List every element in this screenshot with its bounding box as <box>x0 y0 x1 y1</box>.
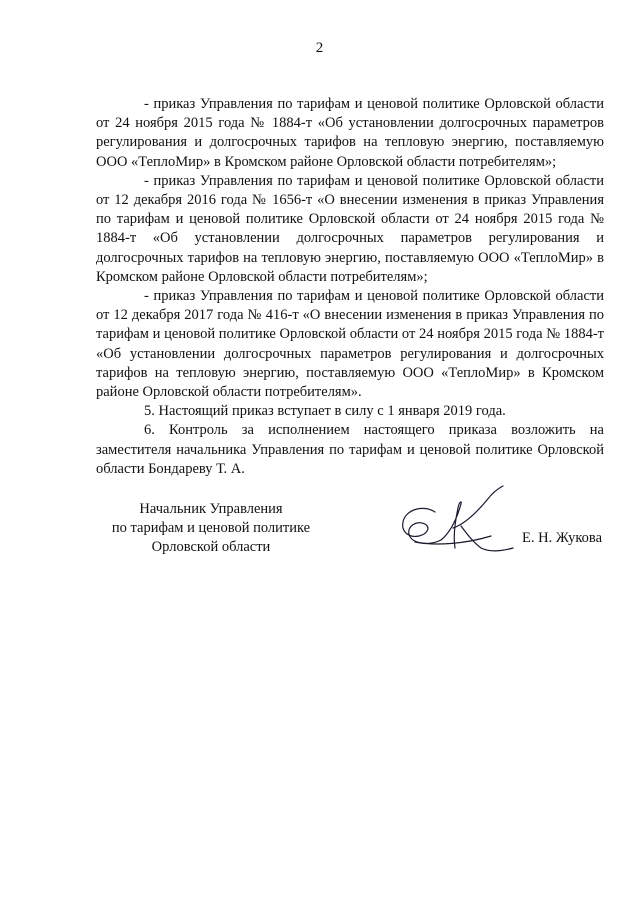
paragraph-order-1656: - приказ Управления по тарифам и ценовой политике Орловской области от 12 декабря 2016 года № 1656-т «О внесении изменения в приказ Управления по тарифам и ценовой политике Орловской области от 24 ноября 2015 года № 1884-т «Об установлении долгосрочных параметров регулирования и долгосрочных тарифов на тепловую энергию, поставляемую ООО «ТеплоМир» в Кромском районе Орловской области потребителям»; <box>96 172 604 285</box>
signatory-title-line: Орловской области <box>151 539 271 555</box>
handwritten-signature <box>395 482 525 562</box>
document-body <box>96 95 604 479</box>
signatory-title <box>106 500 316 557</box>
paragraph-item-5: 5. Настоящий приказ вступает в силу с 1 января 2019 года. <box>144 403 506 420</box>
signer-name: Е. Н. Жукова <box>522 530 603 546</box>
paragraph-order-416: - приказ Управления по тарифам и ценовой политике Орловской области от 12 декабря 2017 года № 416-т «О внесении изменения в приказ Управления по тарифам и ценовой политике Орловской области от 24 ноября 2015 года № 1884-т «Об установлении долгосрочных параметров регулирования и долгосрочных тарифов на тепловую энергию, поставляемую ООО «ТеплоМир» в Кромском районе Орловской области потребителям». <box>96 288 604 401</box>
signatory-title-line: Начальник Управления <box>139 501 283 517</box>
paragraph-order-1884: - приказ Управления по тарифам и ценовой политике Орловской области от 24 ноября 2015 года № 1884-т «Об установлении долгосрочных параметров регулирования и долгосрочных тарифов на тепловую энергию, поставляемую ООО «ТеплоМир» в Кромском районе Орловской области потребителям»; <box>96 96 604 170</box>
signatory-title-line: по тарифам и ценовой политике <box>111 520 311 536</box>
page-number: 2 <box>315 40 324 56</box>
paragraph-item-6: 6. Контроль за исполнением настоящего приказа возложить на заместителя начальника Управления по тарифам и ценовой политике Орловской области Бондареву Т. А. <box>96 422 604 477</box>
